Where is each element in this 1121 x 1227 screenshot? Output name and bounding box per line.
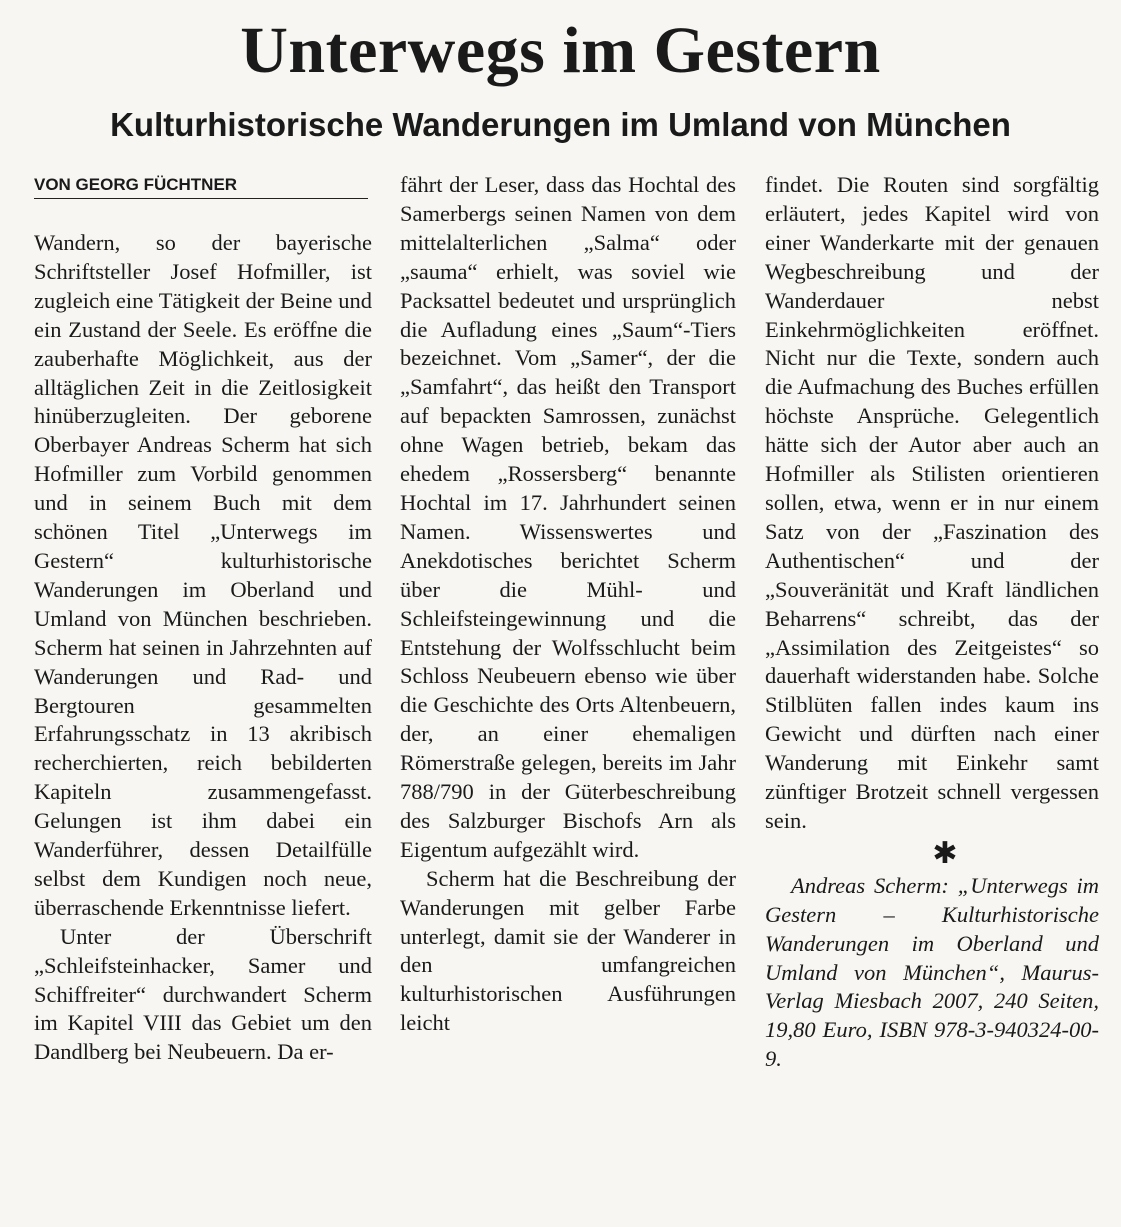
column-2 xyxy=(400,171,736,1038)
headline: Unterwegs im Gestern xyxy=(240,14,881,87)
column-1 xyxy=(34,229,372,1067)
subheadline: Kulturhistorische Wanderungen im Umland von München xyxy=(110,106,1011,143)
paragraph: Unter der Überschrift „Schleifsteinhacker, Samer und Schiffreiter“ durchwandert Scherm im Kapitel VIII das Gebiet um den Dandlberg bei Neubeuern. Da er- xyxy=(34,923,372,1065)
book-reference: Andreas Scherm: „Unterwegs im Gestern – Kulturhistorische Wanderungen im Oberland und Umland von München“, Maurus-Verlag Miesbach 2007, 240 Seiten, 19,80 Euro, ISBN 978-3-940324-00-9. xyxy=(765,872,1099,1072)
paragraph: Scherm hat die Beschreibung der Wanderungen mit gelber Farbe unterlegt, damit sie der Wanderer in den umfangreichen kulturhistorischen Ausführungen leicht xyxy=(400,865,736,1036)
byline: VON GEORG FÜCHTNER xyxy=(34,174,368,199)
paragraph: fährt der Leser, dass das Hochtal des Samerbergs seinen Namen von dem mittelalterlichen „Salma“ oder „sauma“ erhielt, was soviel wie Packsattel bedeutet und ursprünglich die Aufladung eines „Saum“-Tiers bezeichnet. Vom „Samer“, der die „Samfahrt“, das heißt den Transport auf bepackten Samrossen, zunächst ohne Wagen betrieb, bekam das ehedem „Rossersberg“ benannte Hochtal im 17. Jahrhundert seinen Namen. Wissenswertes und Anekdotisches berichtet Scherm über die Mühl- und Schleifsteingewinnung und die Entstehung der Wolfsschlucht beim Schloss Neubeuern ebenso wie über die Geschichte des Orts Altenbeuern, der, an einer ehemaligen Römerstraße gelegen, bereits im Jahr 788/790 in der Güterbeschreibung des Salzburger Bischofs Arn als Eigentum aufgezählt wird. xyxy=(400,172,736,862)
paragraph: Wandern, so der bayerische Schriftsteller Josef Hofmiller, ist zugleich eine Tätigkeit der Beine und ein Zustand der Seele. Es eröffne die zauberhafte Möglichkeit, aus der alltäglichen Zeit in die Zeitlosigkeit hinüberzugleiten. Der geborene Oberbayer Andreas Scherm hat sich Hofmiller zum Vorbild genommen und in seinem Buch mit dem schönen Titel „Unterwegs im Gestern“ kulturhistorische Wanderungen im Oberland und Umland von München beschrieben. Scherm hat seinen in Jahrzehnten auf Wanderungen und Rad- und Bergtouren gesammelten Erfahrungsschatz in 13 akribisch recherchierten, reich bebilderten Kapiteln zusammengefasst. Gelungen ist ihm dabei ein Wanderführer, dessen Detailfülle selbst dem Kundigen noch neue, überraschende Erkenntnisse liefert. xyxy=(34,230,372,920)
paragraph: findet. Die Routen sind sorgfältig erläutert, jedes Kapitel wird von einer Wanderkarte mit der genauen Wegbeschreibung und der Wanderdauer nebst Einkehrmöglichkeiten eröffnet. Nicht nur die Texte, sondern auch die Aufmachung des Buches erfüllen höchste Ansprüche. Gelegentlich hätte sich der Autor aber auch an Hofmiller als Stilisten orientieren sollen, etwa, wenn er in nur einem Satz von der „Faszination des Authentischen“ und der „Souveränität und Kraft ländlichen Beharrens“ schreibt, das der „Assimilation des Zeitgeistes“ so dauerhaft widerstanden habe. Solche Stilblüten fallen indes kaum ins Gewicht und dürften nach einer Wanderung mit Einkehr samt zünftiger Brotzeit schnell vergessen sein. xyxy=(765,172,1099,833)
column-3 xyxy=(765,171,1099,1074)
asterisk-divider-icon: ✱ xyxy=(932,836,958,870)
